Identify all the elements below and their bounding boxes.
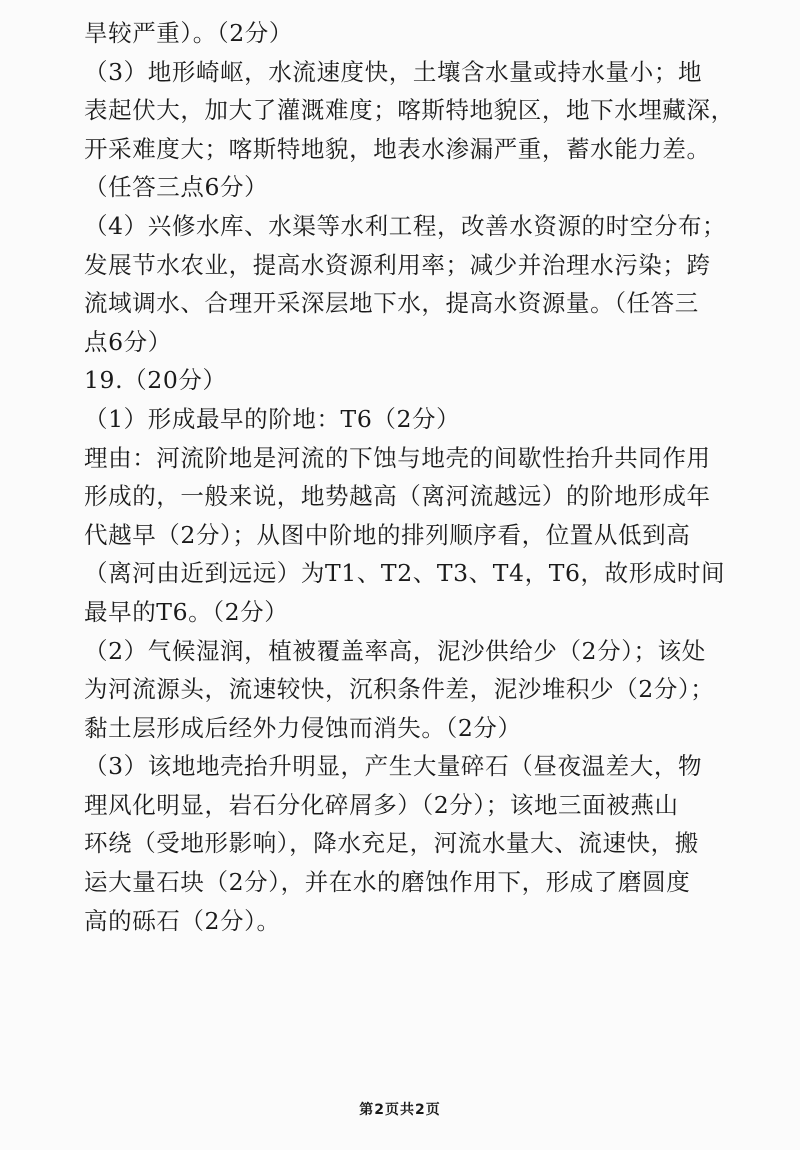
text-line: 开采难度大；喀斯特地貌，地表水渗漏严重，蓄水能力差。 — [84, 134, 711, 163]
text-line: 黏土层形成后经外力侵蚀而消失。（2分） — [84, 713, 522, 742]
answer-text-block — [84, 14, 735, 940]
text-line: 表起伏大，加大了灌溉难度；喀斯特地貌区，地下水埋藏深， — [84, 96, 735, 125]
text-line: 旱较严重）。（2分） — [84, 19, 293, 47]
text-line: 形成的，一般来说，地势越高（离河流越远）的阶地形成年 — [84, 482, 711, 511]
text-line: 点6分） — [84, 327, 172, 356]
text-line: 为河流源头，流速较快，沉积条件差，泥沙堆积少（2分）； — [84, 675, 715, 704]
text-line: （3）地形崎岖，水流速度快，土壤含水量或持水量小；地 — [84, 57, 703, 86]
question-heading: 19.（20分） — [84, 366, 227, 395]
text-line: （任答三点6分） — [84, 173, 269, 202]
page-number-footer: 第2页共2页 — [359, 1102, 441, 1118]
text-line: （1）形成最早的阶地：T6（2分） — [84, 404, 461, 433]
text-line: 代越早（2分）；从图中阶地的排列顺序看，位置从低到高 — [84, 520, 691, 549]
text-line: 高的砾石（2分）。 — [84, 906, 281, 935]
text-line: 流域调水、合理开采深层地下水，提高水资源量。（任答三 — [84, 289, 699, 318]
text-line: 发展节水农业，提高水资源利用率；减少并治理水污染；跨 — [84, 250, 711, 279]
text-line: （3）该地地壳抬升明显，产生大量碎石（昼夜温差大，物 — [84, 752, 703, 781]
text-line: 理风化明显，岩石分化碎屑多）（2分）；该地三面被燕山 — [84, 790, 679, 819]
text-line: 理由：河流阶地是河流的下蚀与地壳的间歇性抬升共同作用 — [84, 443, 711, 472]
text-line: （离河由近到远远）为T1、T2、T3、T4，T6，故形成时间 — [84, 559, 726, 588]
text-line: （2）气候湿润，植被覆盖率高，泥沙供给少（2分）；该处 — [84, 636, 706, 665]
text-line: （4）兴修水库、水渠等水利工程，改善水资源的时空分布； — [84, 211, 727, 240]
text-line: 最早的T6。（2分） — [84, 597, 289, 626]
text-line: 环绕（受地形影响），降水充足，河流水量大、流速快，搬 — [84, 829, 699, 858]
text-line: 运大量石块（2分），并在水的磨蚀作用下，形成了磨圆度 — [84, 868, 691, 897]
